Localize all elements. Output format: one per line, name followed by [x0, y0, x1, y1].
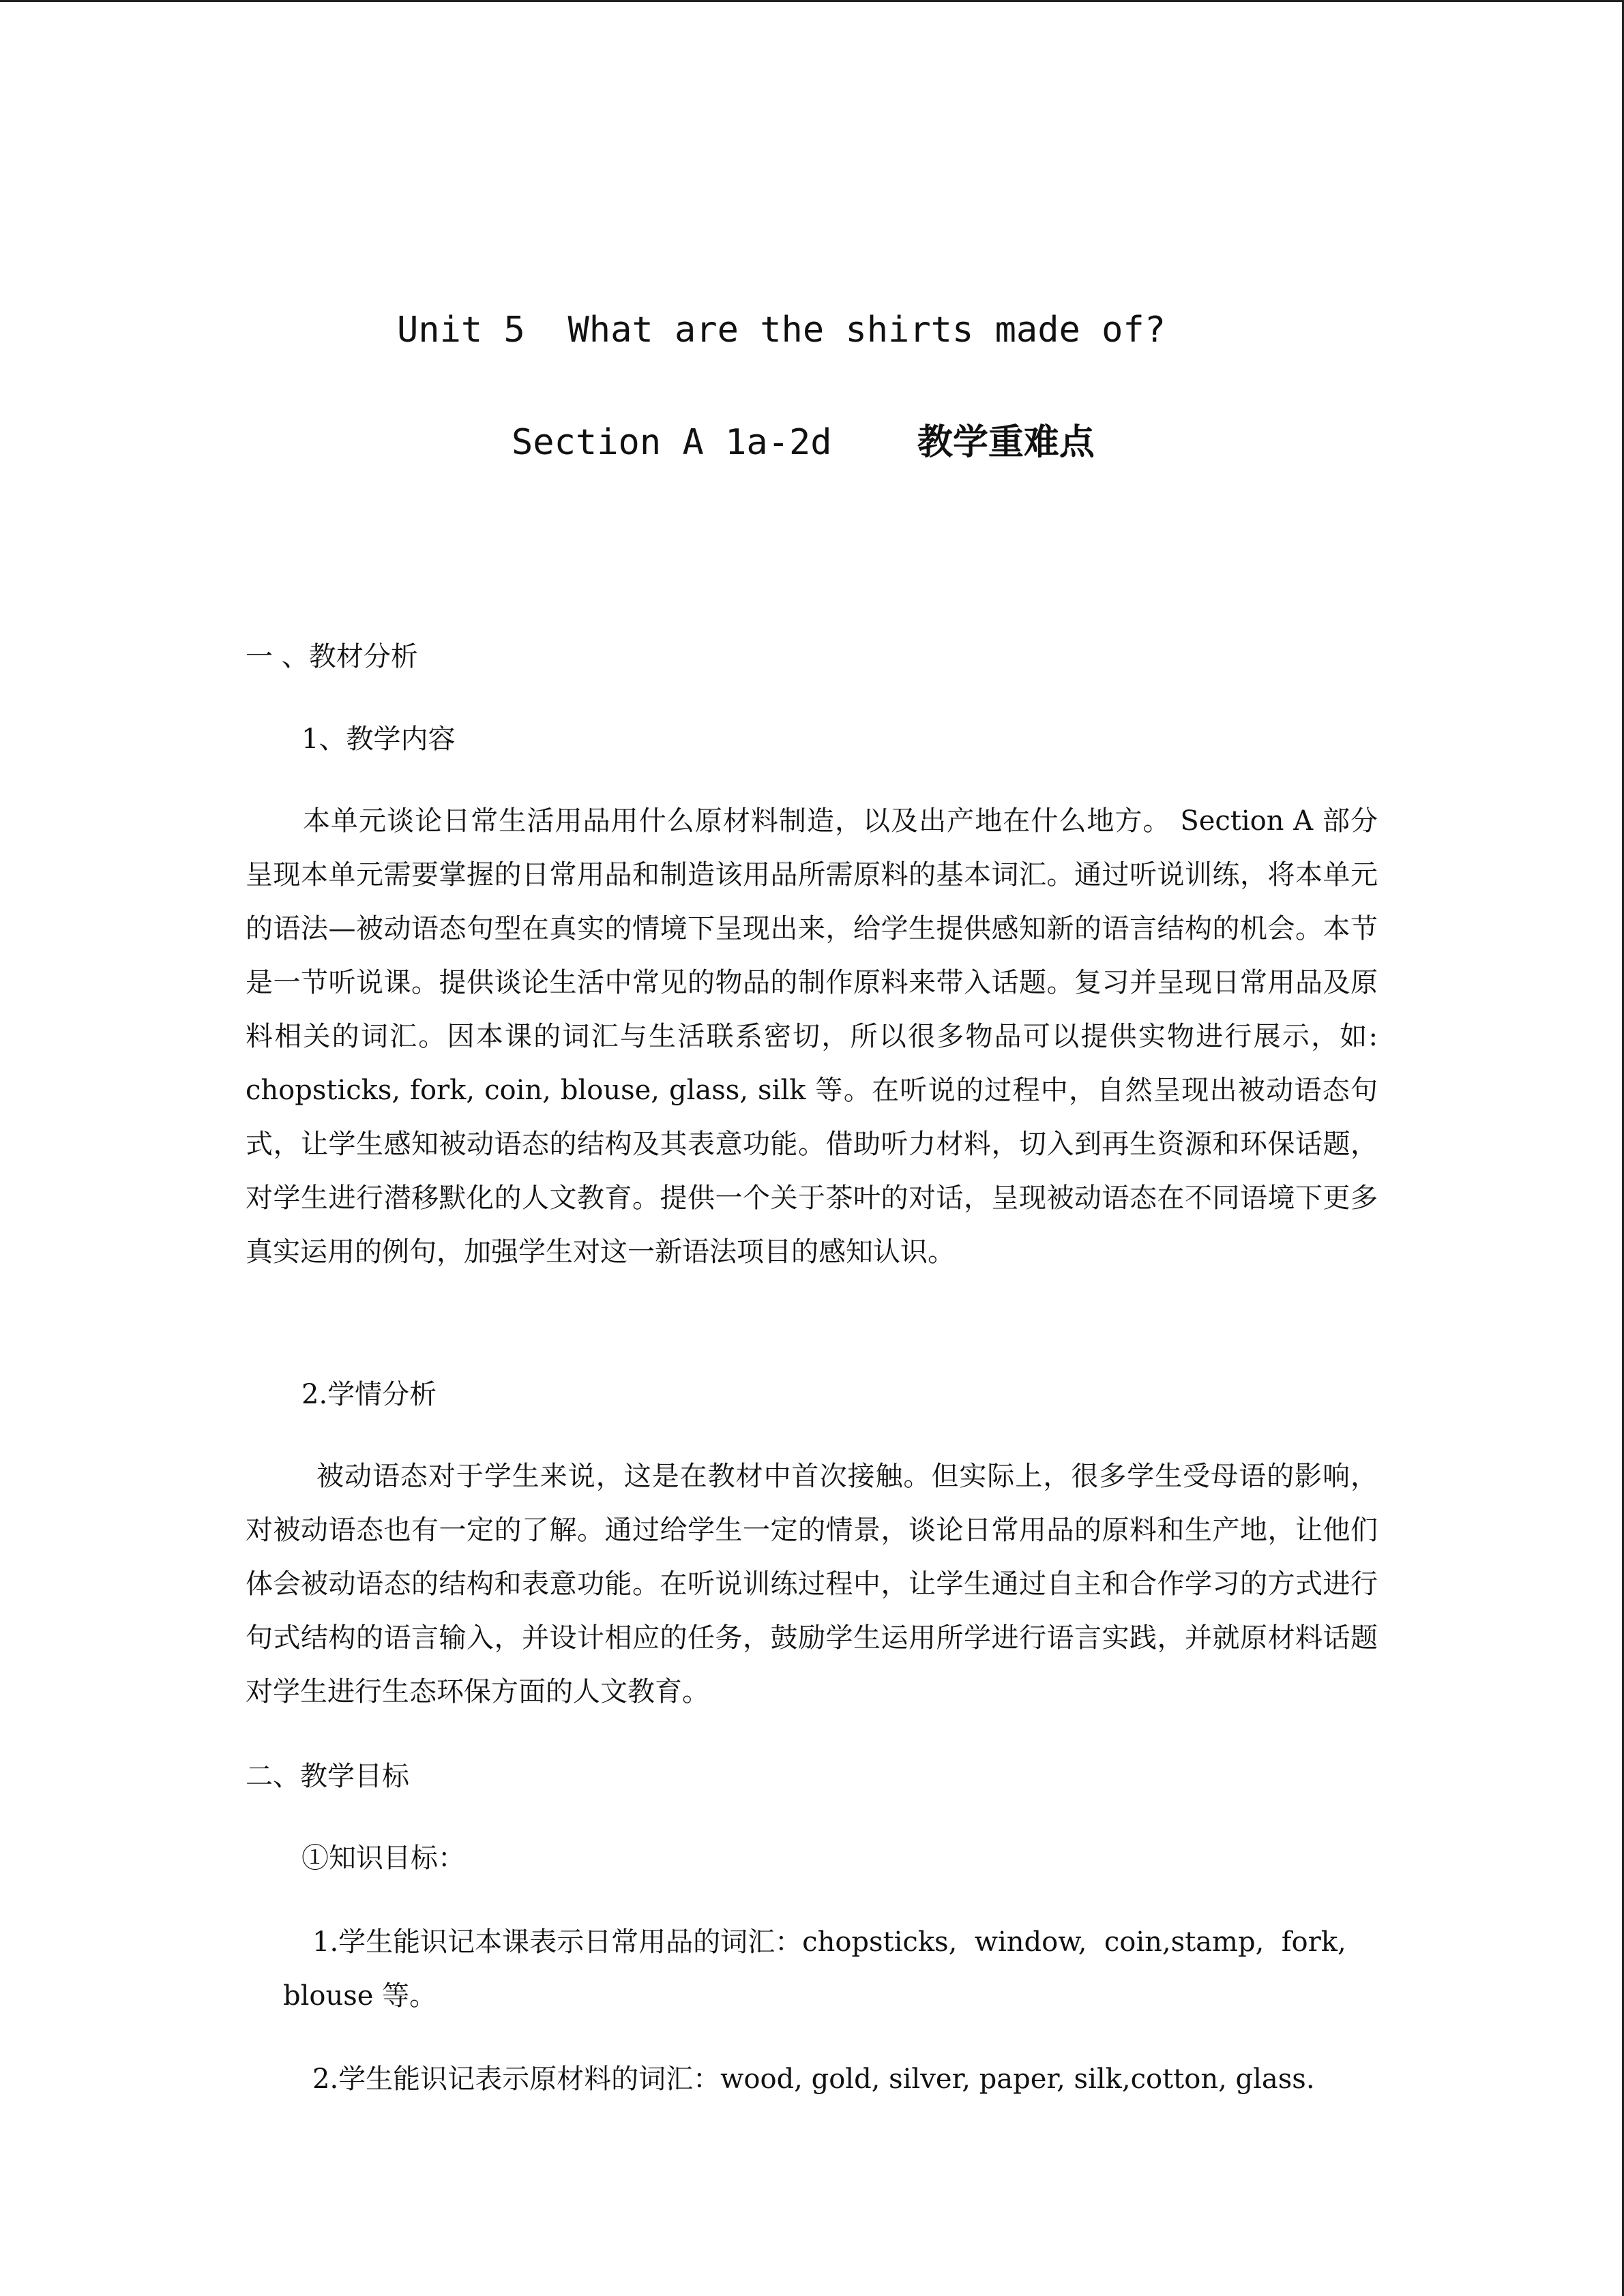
- paragraph-teaching-content-text: 本单元谈论日常生活用品用什么原材料制造，以及出产地在什么地方。 Section A 部分呈现本单元需要掌握的日常用品和制造该用品所需原料的基本词汇。通过听说训练，将本单元的语法—被动语态句型在真实的情境下呈现出来，给学生提供感知新的语言结构的机会。本节是一节听说课。提供谈论生活中常见的物品的制作原料来带入话题。复习并呈现日常用品及原料相关的词汇。因本课的词汇与生活联系密切，所以很多物品可以提供实物进行展示，如: chopsticks, fork, coin, blouse, glass, silk 等。在听说的过程中，自然呈现出被动语态句式，让学生感知被动语态的结构及其表意功能。借助听力材料，切入到再生资源和环保话题，对学生进行潜移默化的人文教育。提供一个关于茶叶的对话，呈现被动语态在不同语境下更多真实运用的例句，加强学生对这一新语法项目的感知认识。: [246, 805, 1378, 1268]
- subheading-student-analysis: 2.学情分析: [301, 1379, 437, 1410]
- section-heading-teaching-objectives: 二、教学目标: [246, 1761, 409, 1792]
- paragraph-student-analysis-text: 被动语态对于学生来说，这是在教材中首次接触。但实际上，很多学生受母语的影响，对被动语态也有一定的了解。通过给学生一定的情景，谈论日常用品的原料和生产地，让他们体会被动语态的结构和表意功能。在听说训练过程中，让学生通过自主和合作学习的方式进行句式结构的语言输入，并设计相应的任务，鼓励学生运用所学进行语言实践，并就原材料话题对学生进行生态环保方面的人文教育。: [246, 1461, 1378, 1708]
- section-heading-materials-analysis: 一 、教材分析: [246, 641, 418, 672]
- subheading-knowledge-objectives: ①知识目标：: [301, 1843, 465, 1874]
- paragraph-student-analysis: [246, 1450, 1378, 1719]
- page-top-border: [0, 0, 1624, 2]
- subtitle-focus: 教学重难点: [917, 422, 1095, 463]
- document-subtitle: [512, 421, 1095, 464]
- objective-item-1-line-1: 1.学生能识记本课表示日常用品的词汇：chopsticks, window, coin,stamp, fork,: [312, 1926, 1346, 1958]
- subtitle-section: Section A 1a-2d: [512, 422, 832, 463]
- subheading-teaching-content: 1、教学内容: [301, 724, 456, 755]
- objective-item-2: 2.学生能识记表示原材料的词汇：wood, gold, silver, paper, silk,cotton, glass.: [312, 2063, 1315, 2095]
- objective-item-1-line-2: blouse 等。: [283, 1980, 437, 2012]
- paragraph-teaching-content: [246, 794, 1378, 1279]
- document-title: Unit 5 What are the shirts made of?: [397, 310, 1166, 351]
